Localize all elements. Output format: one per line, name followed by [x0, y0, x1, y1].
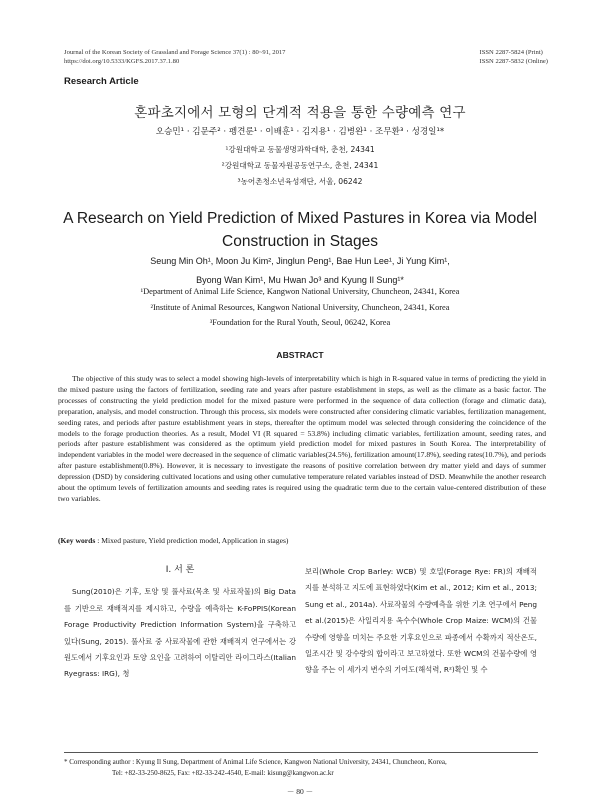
- article-type: Research Article: [64, 76, 139, 87]
- english-authors-line: Seung Min Oh¹, Moon Ju Kim², Jinglun Peng¹, Bae Hun Lee¹, Ji Yung Kim¹,: [150, 256, 450, 266]
- corresponding-author-footnote: [64, 757, 544, 779]
- journal-header: [64, 48, 285, 66]
- doi-link[interactable]: https://doi.org/10.5333/KGFS.2017.37.1.80: [64, 58, 180, 65]
- footnote-divider: [64, 752, 538, 753]
- intro-paragraph: Sung(2010)은 기후, 토양 및 풀사료(목초 및 사료작물)의 Big Data를 기반으로 재배적지를 제시하고, 수량을 예측하는 K-FoPPIS(Korean Forage Productivity Prediction Information System)을 구축하고 있다(Sung, 2015). 풀사료 중 사료작물에 관한 재배적지 연구에서는 강원도에서 기후요인과 토양 요인을 고려하여 이탈리안 라이그라스(Italian Ryegrass: IRG), 청: [64, 587, 296, 679]
- issn-print: ISSN 2287-5824 (Print): [479, 49, 543, 56]
- keywords: [58, 536, 546, 545]
- intro-paragraph: 보리(Whole Crop Barley: WCB) 및 호밀(Forage Rye: FR)의 재배적지를 분석하고 지도에 표현하였다(Kim et al., 2012; Kim et al., 2013; Sung et al., 2014a). 사료작물의 수량예측을 위한 기초 연구에서 Peng et al.(2015)은 사일리지용 옥수수(Whole Crop Maize: WCM)의 건물수량에 영향을 미치는 주요한 기후요인으로 파종에서 수확까지 적산온도, 일조시간 및 강수량의 합이라고 보고하였다. 또한 WCM의 건물수량에 영향을 주는 이 세가지 변수의 기여도(해석력, R²)확인 및 수: [305, 567, 537, 675]
- footnote-line: Tel: +82-33-250-8625, Fax: +82-33-242-4540, E-mail: kisung@kangwon.ac.kr: [112, 769, 334, 777]
- footnote-line: * Corresponding author : Kyung Il Sung, Department of Animal Life Science, Kangwon National University, 24341, Chuncheon, Korea,: [64, 758, 447, 766]
- korean-affiliation: ³농어촌청소년육성재단, 서울, 06242: [237, 177, 363, 186]
- section-heading: Ⅰ. 서 론: [165, 565, 195, 575]
- abstract-heading: ABSTRACT: [276, 350, 324, 360]
- journal-citation: Journal of the Korean Society of Grassland and Forage Science 37(1) : 80~91, 2017: [64, 49, 286, 56]
- korean-affiliation: ²강원대학교 동물자원공동연구소, 춘천, 24341: [221, 161, 379, 170]
- left-column: [64, 558, 296, 683]
- keywords-text: : Mixed pasture, Yield prediction model, Application in stages): [95, 536, 289, 545]
- korean-authors: 오승민¹ · 김문주² · 펭견룬¹ · 이배훈¹ · 김지용¹ · 김병완¹ · 조무환³ · 성경일¹*: [155, 127, 445, 137]
- english-title: A Research on Yield Prediction of Mixed Pastures in Korea via Model Construction in Stages: [63, 210, 537, 250]
- english-affiliation: ³Foundation for the Rural Youth, Seoul, 06242, Korea: [209, 318, 391, 327]
- english-affiliation: ¹Department of Animal Life Science, Kangwon National University, Chuncheon, 24341, Korea: [140, 287, 460, 296]
- english-authors-line: Byong Wan Kim¹, Mu Hwan Jo³ and Kyung Il Sung¹*: [196, 275, 404, 285]
- korean-affiliation: ¹강원대학교 동물생명과학대학, 춘천, 24341: [225, 145, 375, 154]
- abstract-body: The objective of this study was to select a model showing high-levels of interpretability which is high in R-squared value in terms of predicting the yield in the mixed pasture using the factors of fertilization, seeding rate and years after pasture establishment in steps, as well as the climate as a basic factor. The processes of constructing the yield prediction model for the mixed pasture were performed in the sequence of data collection (forage and climatic data), preparation, analysis, and model construction. Through this process, six models were constructed after considering climatic variables, fertilization management, seeding rates, and periods after pasture establishment years in steps, thereafter the optimum model was selected through considering the coincidence of the models to the forage production theories. As a result, Model VI (R squared = 53.8%) including climatic variables, fertilization amount, seeding rates, and periods after pasture establishment was considered as the optimum yield prediction model for mixed pastures in South Korea. The interpretability of independent variables in the model were decreased in the sequence of climatic variables(24.5%), fertilization amount(17.8%), seeding rates(10.7%), and periods after pasture establishment(0.8%). However, it is necessary to investigate the reasons of positive correlation between dry matter yield and days of summer depression (DSD) by considering cultivated locations and using other cumulative temperature related variables instead of DSD. Meanwhile the another research about the optimum levels of fertilization amounts and seeding rates is required using the quadratic term due to the certain value-centered distribution of these two variables.: [58, 374, 546, 503]
- english-affiliation: ²Institute of Animal Resources, Kangwon National University, Chuncheon, 24341, Korea: [150, 303, 450, 312]
- right-column: [305, 564, 537, 679]
- korean-title: 혼파초지에서 모형의 단계적 적용을 통한 수량예측 연구: [134, 105, 466, 121]
- issn-online: ISSN 2287-5832 (Online): [479, 58, 548, 65]
- english-authors: [40, 252, 560, 290]
- issn-block: [480, 48, 549, 66]
- keywords-label: (Key words: [58, 536, 96, 545]
- page-number: － 80 －: [286, 787, 314, 796]
